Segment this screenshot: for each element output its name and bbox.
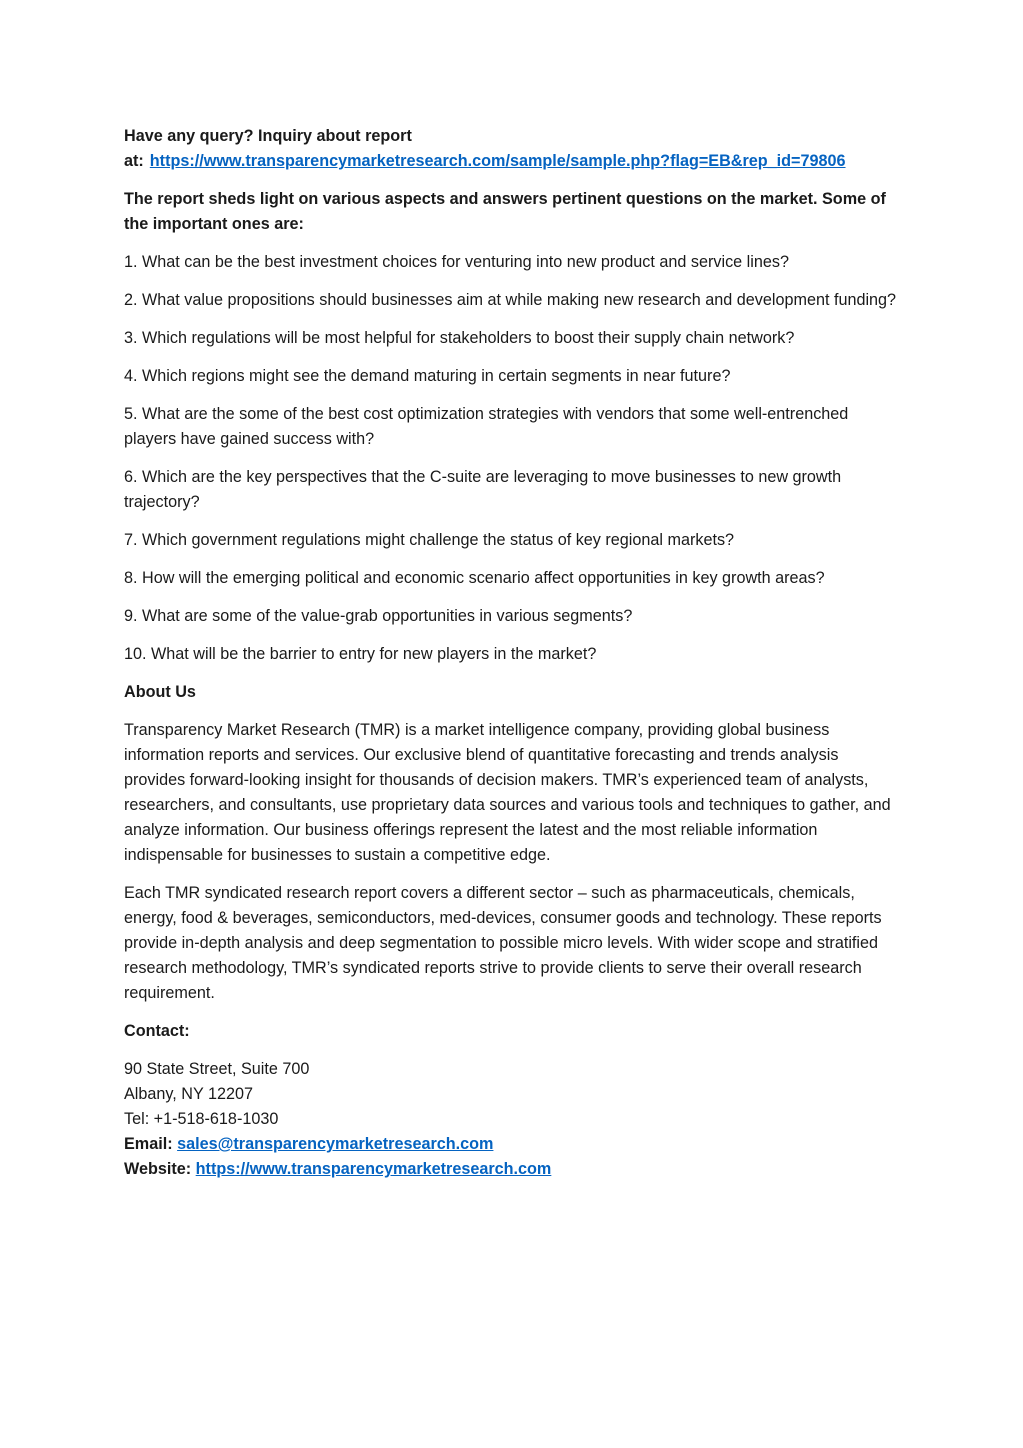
about-paragraph-2: Each TMR syndicated research report covers a different sector – such as pharmaceuticals, chemicals, energy, food & beverages, semiconductors, med-devices, consumer goods and technology. These reports provide in-depth analysis and deep segmentation to possible micro levels. With wider scope and stratified research methodology, TMR’s syndicated reports strive to provide clients to serve their overall research requirement. — [124, 884, 882, 1002]
intro-paragraph: The report sheds light on various aspects and answers pertinent questions on the market. Some of the important ones are: — [124, 190, 886, 233]
list-item: 1. What can be the best investment choices for venturing into new product and service lines? — [124, 253, 789, 271]
website-line — [124, 1157, 904, 1182]
email-label: Email: — [124, 1135, 173, 1153]
query-block — [124, 124, 904, 174]
sample-report-link[interactable]: https://www.transparencymarketresearch.com/sample/sample.php?flag=EB&rep_id=79806 — [149, 152, 846, 170]
query-at-label: at: — [124, 152, 144, 170]
list-item: 6. Which are the key perspectives that the C-suite are leveraging to move businesses to new growth trajectory? — [124, 468, 842, 511]
address-line-2: Albany, NY 12207 — [124, 1085, 253, 1103]
email-link[interactable]: sales@transparencymarketresearch.com — [177, 1135, 494, 1153]
list-item: 7. Which government regulations might challenge the status of key regional markets? — [124, 531, 735, 549]
list-item: 5. What are the some of the best cost optimization strategies with vendors that some well-entrenched players have gained success with? — [124, 405, 849, 448]
list-item: 2. What value propositions should businesses aim at while making new research and development funding? — [124, 291, 897, 309]
contact-heading: Contact: — [124, 1022, 190, 1040]
email-line — [124, 1132, 904, 1157]
telephone: Tel: +1-518-618-1030 — [124, 1110, 279, 1128]
list-item: 4. Which regions might see the demand maturing in certain segments in near future? — [124, 367, 731, 385]
query-heading: Have any query? Inquiry about report — [124, 127, 412, 145]
contact-block — [124, 1057, 904, 1182]
about-paragraph-1: Transparency Market Research (TMR) is a market intelligence company, providing global business information reports and services. Our exclusive blend of quantitative forecasting and trends analysis provides forward-looking insight for thousands of decision makers. TMR’s experienced team of analysts, researchers, and consultants, use proprietary data sources and various tools and techniques to gather, and analyze information. Our business offerings represent the latest and the most reliable information indispensable for businesses to sustain a competitive edge. — [124, 721, 891, 864]
query-link-line — [124, 149, 904, 174]
questions-list — [124, 250, 904, 667]
list-item: 8. How will the emerging political and economic scenario affect opportunities in key growth areas? — [124, 569, 825, 587]
about-heading: About Us — [124, 683, 196, 701]
website-link[interactable]: https://www.transparencymarketresearch.com — [195, 1160, 552, 1178]
list-item: 3. Which regulations will be most helpful for stakeholders to boost their supply chain network? — [124, 329, 795, 347]
document-page — [124, 124, 904, 1182]
list-item: 10. What will be the barrier to entry for new players in the market? — [124, 645, 597, 663]
list-item: 9. What are some of the value-grab opportunities in various segments? — [124, 607, 633, 625]
address-line-1: 90 State Street, Suite 700 — [124, 1060, 310, 1078]
website-label: Website: — [124, 1160, 192, 1178]
